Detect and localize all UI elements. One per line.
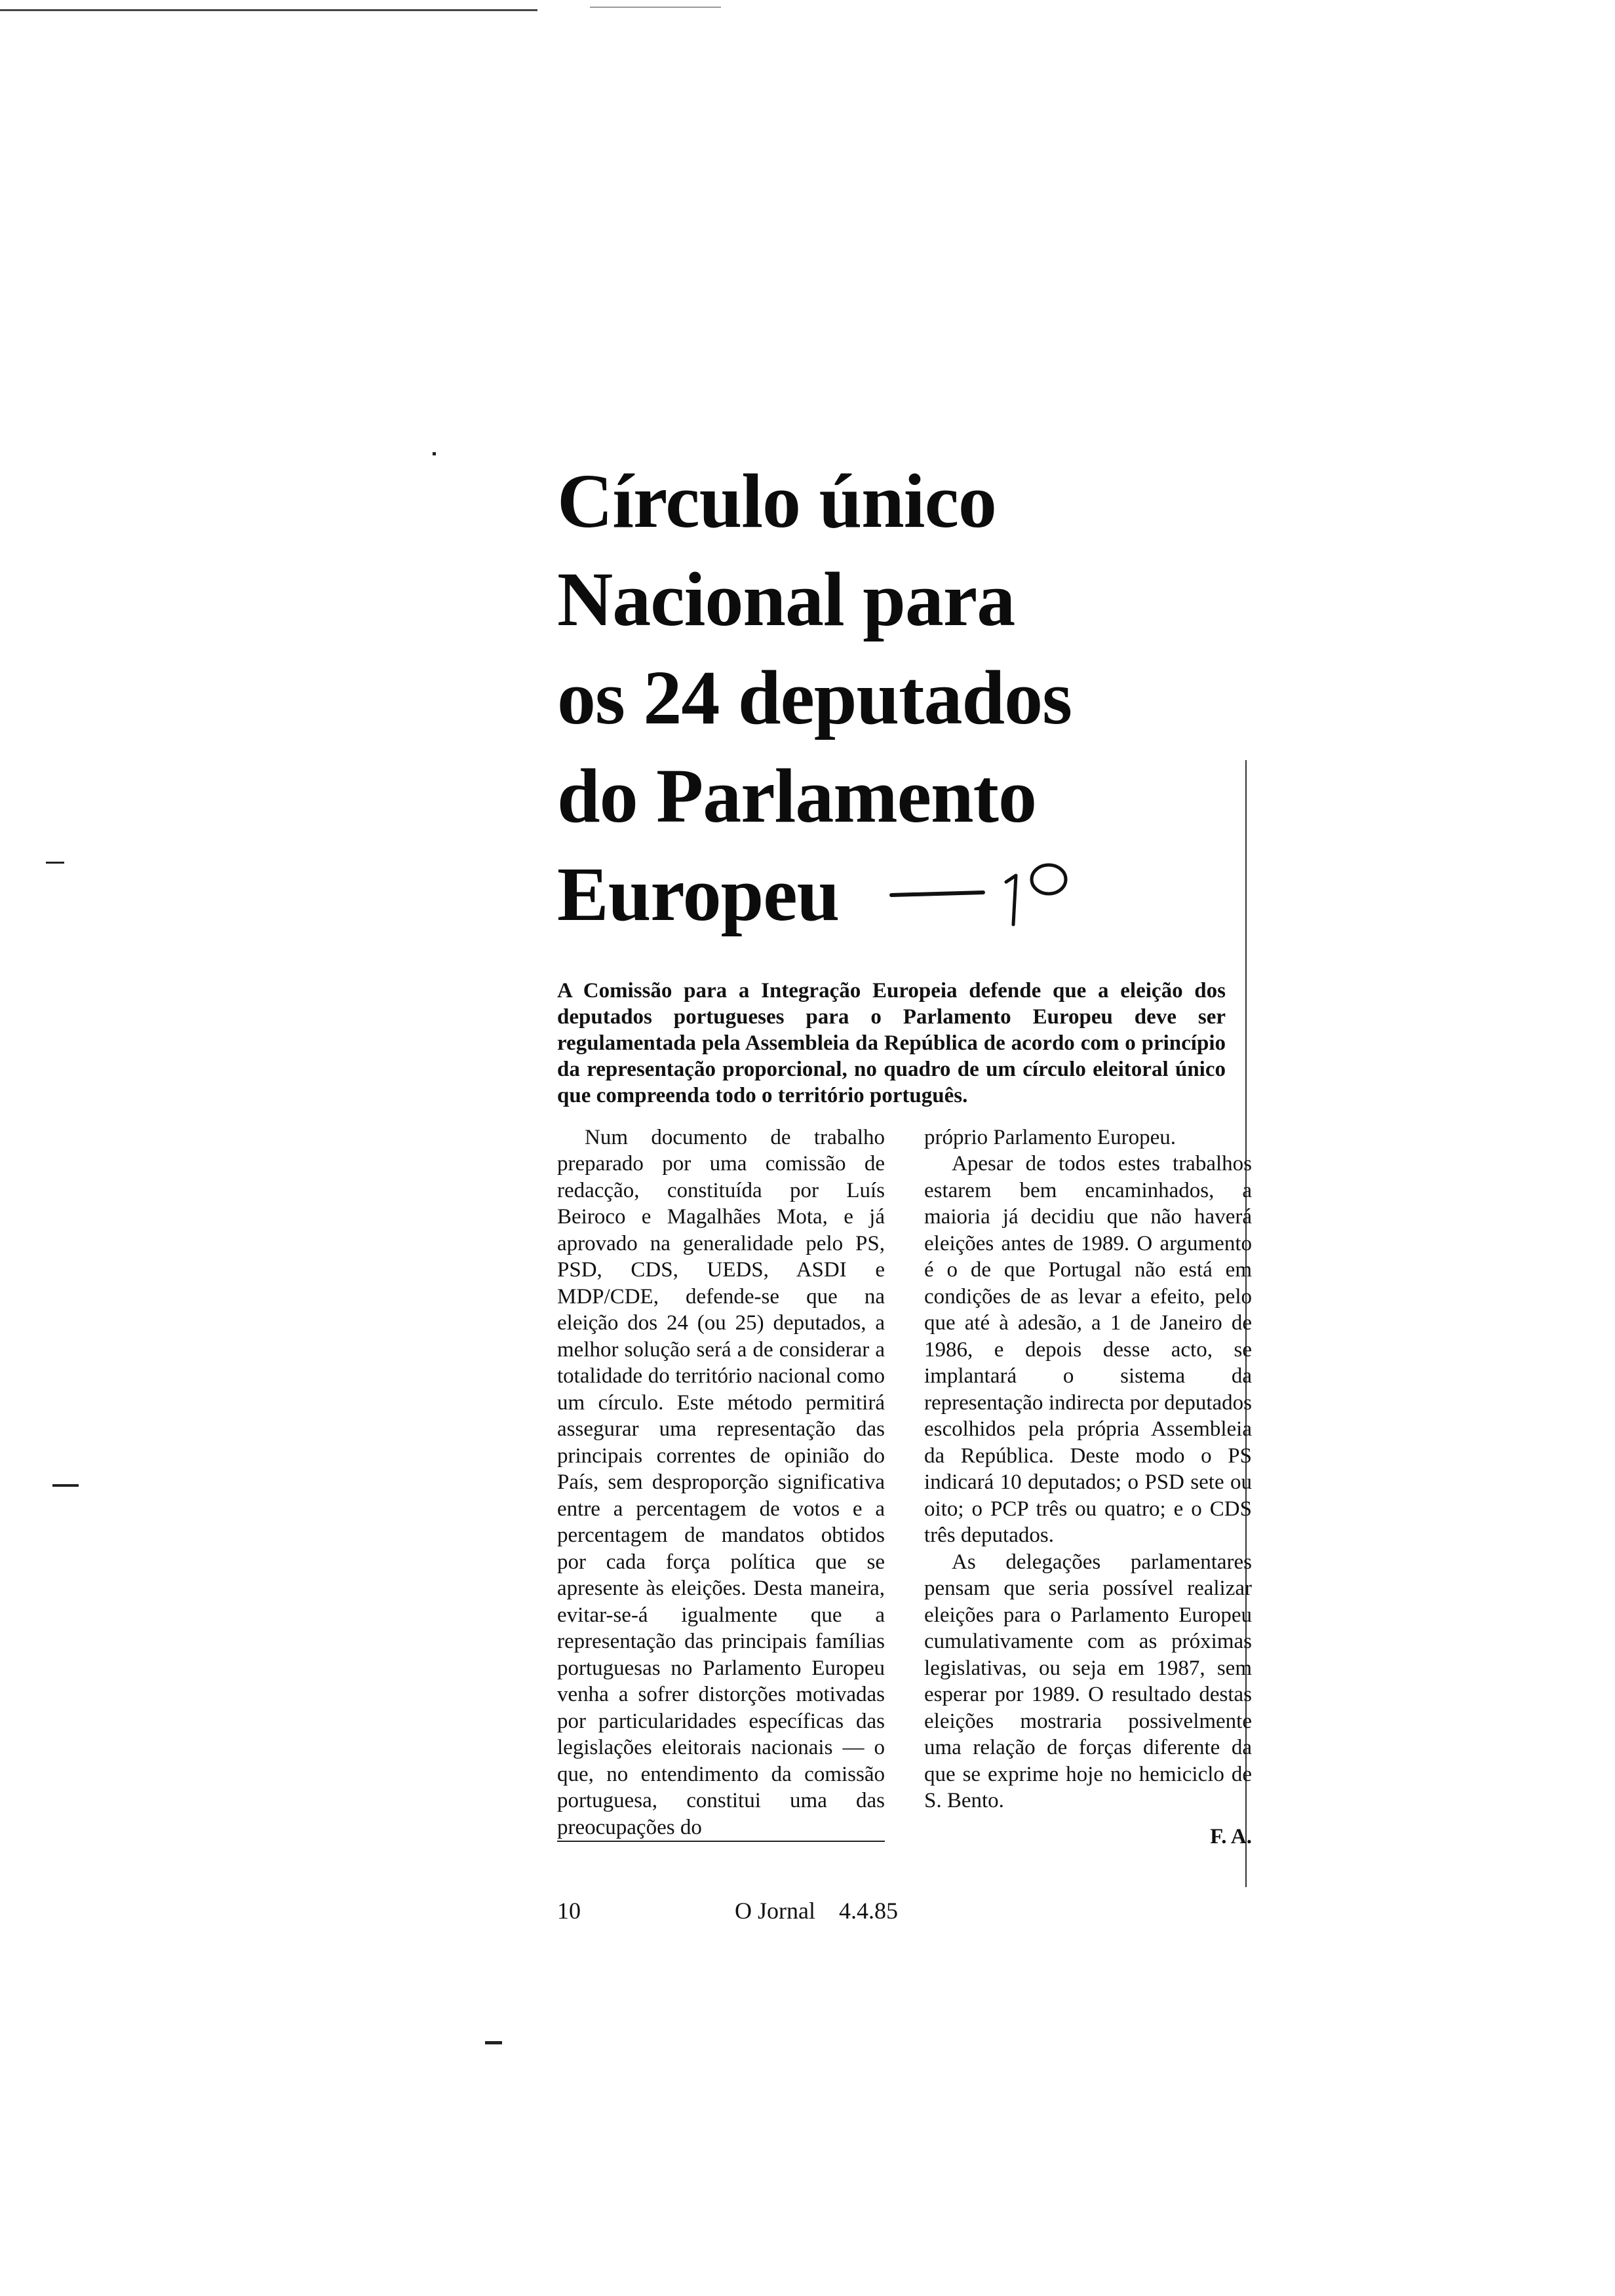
lead-paragraph: A Comissão para a Integração Europeia defende que a eleição dos deputados portugueses para o Parlamento Europeu deve ser regulamentada pela Assembleia da República de acordo com o princípio da representação proporcional, no quadro de um círculo eleitoral único que compreenda todo o território português. (557, 978, 1226, 1107)
scan-edge-line (590, 7, 721, 8)
scan-mark (433, 452, 436, 455)
scan-mark (52, 1484, 79, 1487)
column-end-rule (557, 1841, 885, 1842)
handwritten-note (885, 853, 1101, 951)
headline-line: do Parlamento (557, 753, 1036, 839)
headline (557, 452, 1252, 951)
publication-and-date (735, 1897, 898, 1924)
headline-line-last (557, 845, 1252, 951)
clipping-footer (557, 1897, 898, 1924)
body-columns (557, 1124, 1252, 1850)
handwritten-note-drawing (885, 856, 1101, 928)
column-left (557, 1124, 885, 1850)
headline-line: os 24 deputados (557, 655, 1072, 740)
newspaper-clipping (557, 452, 1252, 1850)
body-paragraph: próprio Parlamento Europeu. (924, 1125, 1176, 1149)
body-paragraph: As delegações parlamentares pensam que seria possível realizar eleições para o Parlamento Europeu cumulativamente com as próximas legislativas, ou seja em 1987, sem esperar por 1989. O resultado destas eleições mostraria possivelmente uma relação de forças diferente da que se exprime hoje no hemiciclo de S. Bento. (924, 1550, 1252, 1813)
headline-line: Europeu (557, 851, 840, 937)
author-signature: F. A. (1210, 1824, 1252, 1848)
column-right (924, 1124, 1252, 1850)
headline-line: Nacional para (557, 556, 1015, 642)
scan-mark (485, 2041, 502, 2044)
scan-mark (46, 862, 64, 864)
publication-date: 4.4.85 (839, 1898, 898, 1924)
body-paragraph: Apesar de todos estes trabalhos estarem bem encaminhados, a maioria já decidiu que não haverá eleições antes de 1989. O argumento é o de que Portugal não está em condições de as levar a efeito, pelo que até à adesão, a 1 de Janeiro de 1986, e depois desse acto, se implantará o sistema da representação indirecta por deputados escolhidos pela própria Assembleia da República. Deste modo o PS indicará 10 deputados; o PSD sete ou oito; o PCP três ou quatro; e o CDS três deputados. (924, 1152, 1252, 1548)
headline-line: Círculo único (557, 458, 996, 544)
publication-name: O Jornal (735, 1898, 815, 1924)
scan-edge-line (0, 9, 537, 11)
body-paragraph: Num documento de trabalho preparado por uma comissão de redacção, constituída por Luís Beiroco e Magalhães Mota, e já aprovado na generalidade pelo PS, PSD, CDS, UEDS, ASDI e MDP/CDE, defende-se que na eleição dos 24 (ou 25) deputados, a melhor solução será a de considerar a totalidade do território nacional como um círculo. Este método permitirá assegurar uma representação das principais correntes de opinião do País, sem desproporção significativa entre a percentagem de votos e a percentagem de mandatos obtidos por cada força política que se apresente às eleições. Desta maneira, evitar-se-á igualmente que a representação das principais famílias portuguesas no Parlamento Europeu venha a sofrer distorções motivadas por particularidades específicas das legislações eleitorais nacionais — o que, no entendimento da comissão portuguesa, constitui uma das preocupações do (557, 1125, 885, 1839)
page-number: 10 (557, 1898, 581, 1924)
